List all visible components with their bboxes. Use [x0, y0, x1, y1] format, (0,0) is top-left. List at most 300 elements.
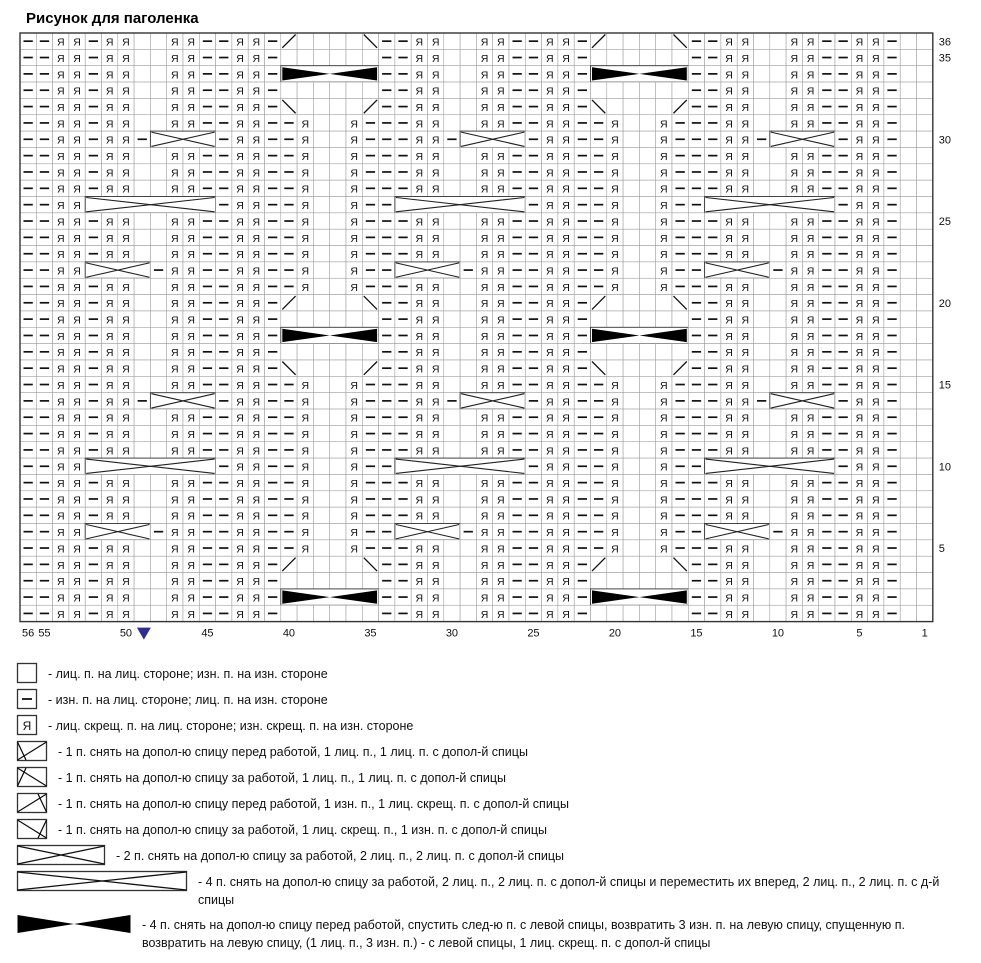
- svg-text:Я: Я: [171, 216, 179, 229]
- svg-text:Я: Я: [806, 69, 815, 82]
- svg-text:Я: Я: [871, 428, 880, 441]
- svg-text:Я: Я: [56, 510, 65, 523]
- svg-text:Я: Я: [562, 330, 570, 343]
- svg-text:Я: Я: [741, 216, 750, 229]
- svg-text:Я: Я: [236, 510, 244, 523]
- svg-text:Я: Я: [56, 445, 65, 458]
- svg-text:Я: Я: [545, 281, 554, 294]
- svg-text:Я: Я: [497, 85, 505, 98]
- svg-text:Я: Я: [871, 167, 880, 180]
- svg-text:Я: Я: [431, 428, 440, 441]
- svg-text:Я: Я: [415, 396, 424, 409]
- svg-text:Я: Я: [187, 118, 195, 131]
- svg-text:Я: Я: [871, 330, 880, 343]
- svg-text:Я: Я: [171, 592, 179, 605]
- svg-text:Я: Я: [56, 134, 65, 147]
- svg-text:Я: Я: [725, 183, 733, 196]
- svg-text:Я: Я: [122, 428, 130, 441]
- svg-text:Я: Я: [415, 592, 424, 605]
- svg-text:Я: Я: [725, 298, 733, 311]
- svg-text:Я: Я: [56, 52, 65, 65]
- row-label: 30: [938, 134, 952, 147]
- svg-text:Я: Я: [301, 478, 310, 490]
- svg-text:Я: Я: [855, 576, 864, 589]
- svg-text:Я: Я: [431, 576, 440, 589]
- svg-text:Я: Я: [741, 151, 750, 163]
- svg-text:Я: Я: [56, 232, 65, 245]
- svg-text:Я: Я: [73, 527, 81, 540]
- svg-text:Я: Я: [562, 249, 570, 262]
- svg-text:Я: Я: [725, 592, 733, 605]
- svg-text:Я: Я: [187, 265, 195, 278]
- svg-text:Я: Я: [415, 118, 424, 131]
- svg-text:Я: Я: [855, 151, 864, 163]
- svg-text:Я: Я: [545, 559, 554, 572]
- svg-text:Я: Я: [415, 52, 424, 65]
- svg-text:Я: Я: [236, 314, 244, 327]
- svg-text:Я: Я: [236, 265, 244, 278]
- svg-text:Я: Я: [790, 52, 799, 65]
- svg-text:Я: Я: [415, 183, 424, 196]
- svg-text:Я: Я: [415, 298, 424, 311]
- svg-text:Я: Я: [105, 101, 114, 114]
- svg-text:Я: Я: [545, 478, 554, 490]
- svg-text:Я: Я: [741, 281, 750, 294]
- svg-text:Я: Я: [301, 118, 310, 131]
- svg-text:Я: Я: [431, 347, 440, 360]
- svg-text:Я: Я: [497, 576, 505, 589]
- svg-text:Я: Я: [790, 85, 799, 98]
- svg-text:Я: Я: [105, 167, 114, 180]
- svg-text:Я: Я: [252, 347, 261, 360]
- svg-text:Я: Я: [480, 298, 489, 311]
- svg-text:Я: Я: [660, 200, 668, 213]
- svg-text:Я: Я: [122, 379, 130, 392]
- svg-text:Я: Я: [56, 216, 65, 229]
- svg-text:Я: Я: [806, 478, 815, 490]
- svg-text:Я: Я: [122, 576, 130, 589]
- svg-text:Я: Я: [562, 281, 570, 294]
- col-label: 35: [364, 627, 377, 640]
- svg-text:Я: Я: [562, 543, 570, 556]
- svg-text:Я: Я: [350, 134, 358, 147]
- svg-text:Я: Я: [790, 510, 799, 523]
- svg-text:Я: Я: [545, 298, 554, 311]
- svg-text:Я: Я: [806, 494, 815, 507]
- svg-text:Я: Я: [73, 363, 81, 376]
- svg-text:Я: Я: [187, 101, 195, 114]
- svg-text:Я: Я: [562, 52, 570, 65]
- svg-text:Я: Я: [431, 167, 440, 180]
- svg-text:Я: Я: [497, 265, 505, 278]
- svg-text:Я: Я: [562, 151, 570, 163]
- svg-text:Я: Я: [122, 232, 130, 245]
- svg-text:Я: Я: [415, 543, 424, 556]
- svg-text:Я: Я: [562, 559, 570, 572]
- col-label: 55: [38, 627, 51, 640]
- cable-1-1-front-icon: [16, 740, 48, 762]
- svg-text:Я: Я: [415, 330, 424, 343]
- svg-text:Я: Я: [171, 52, 179, 65]
- svg-text:Я: Я: [187, 167, 195, 180]
- svg-text:Я: Я: [725, 576, 733, 589]
- svg-text:Я: Я: [497, 608, 505, 621]
- svg-text:Я: Я: [611, 216, 619, 229]
- svg-text:Я: Я: [236, 101, 244, 114]
- svg-text:Я: Я: [611, 118, 619, 131]
- svg-text:Я: Я: [611, 265, 619, 278]
- svg-text:Я: Я: [236, 592, 244, 605]
- svg-text:Я: Я: [497, 494, 505, 507]
- svg-text:Я: Я: [660, 461, 668, 474]
- svg-text:Я: Я: [122, 101, 130, 114]
- svg-text:Я: Я: [22, 719, 32, 733]
- svg-text:Я: Я: [105, 232, 114, 245]
- svg-text:Я: Я: [725, 314, 733, 327]
- svg-text:Я: Я: [725, 347, 733, 360]
- col-label: 56: [22, 627, 35, 640]
- svg-text:Я: Я: [562, 347, 570, 360]
- svg-text:Я: Я: [73, 461, 81, 474]
- svg-text:Я: Я: [236, 559, 244, 572]
- svg-text:Я: Я: [725, 85, 733, 98]
- cable-1-1-back-icon: [16, 766, 48, 788]
- svg-text:Я: Я: [73, 232, 81, 245]
- svg-text:Я: Я: [105, 576, 114, 589]
- svg-text:Я: Я: [725, 494, 733, 507]
- svg-text:Я: Я: [855, 412, 864, 425]
- svg-text:Я: Я: [497, 559, 505, 572]
- svg-text:Я: Я: [480, 478, 489, 490]
- svg-text:Я: Я: [105, 281, 114, 294]
- svg-text:Я: Я: [252, 396, 261, 409]
- svg-text:Я: Я: [806, 379, 815, 392]
- svg-text:Я: Я: [56, 478, 65, 490]
- svg-text:Я: Я: [105, 298, 114, 311]
- svg-text:Я: Я: [431, 478, 440, 490]
- svg-text:Я: Я: [171, 151, 179, 163]
- svg-text:Я: Я: [415, 412, 424, 425]
- svg-text:Я: Я: [350, 543, 358, 556]
- col-label: 40: [282, 627, 296, 640]
- svg-text:Я: Я: [480, 576, 489, 589]
- svg-text:Я: Я: [725, 216, 733, 229]
- svg-text:Я: Я: [236, 69, 244, 82]
- svg-text:Я: Я: [871, 510, 880, 523]
- legend-item-cable-1-1-back: [16, 766, 966, 788]
- svg-text:Я: Я: [187, 330, 195, 343]
- svg-text:Я: Я: [855, 510, 864, 523]
- col-label: 25: [527, 627, 540, 640]
- svg-text:Я: Я: [806, 347, 815, 360]
- svg-text:Я: Я: [122, 134, 130, 147]
- svg-text:Я: Я: [497, 151, 505, 163]
- svg-text:Я: Я: [252, 412, 261, 425]
- svg-text:Я: Я: [350, 428, 358, 441]
- svg-text:Я: Я: [252, 52, 261, 65]
- svg-text:Я: Я: [171, 576, 179, 589]
- svg-text:Я: Я: [122, 118, 130, 131]
- svg-text:Я: Я: [480, 494, 489, 507]
- svg-text:Я: Я: [105, 118, 114, 131]
- svg-text:Я: Я: [350, 118, 358, 131]
- svg-text:Я: Я: [56, 151, 65, 163]
- svg-text:Я: Я: [187, 478, 195, 490]
- svg-text:Я: Я: [611, 396, 619, 409]
- svg-text:Я: Я: [871, 216, 880, 229]
- svg-text:Я: Я: [497, 249, 505, 262]
- svg-text:Я: Я: [252, 363, 261, 376]
- svg-text:Я: Я: [73, 36, 81, 49]
- svg-text:Я: Я: [790, 412, 799, 425]
- svg-text:Я: Я: [415, 167, 424, 180]
- svg-text:Я: Я: [73, 265, 81, 278]
- svg-text:Я: Я: [725, 52, 733, 65]
- legend-text: - изн. п. на лиц. стороне; лиц. п. на изн. стороне: [48, 693, 328, 707]
- svg-text:Я: Я: [122, 69, 130, 82]
- svg-text:Я: Я: [431, 314, 440, 327]
- svg-text:Я: Я: [545, 183, 554, 196]
- svg-text:Я: Я: [252, 576, 261, 589]
- svg-text:Я: Я: [545, 314, 554, 327]
- svg-text:Я: Я: [497, 314, 505, 327]
- svg-text:Я: Я: [611, 183, 619, 196]
- svg-text:Я: Я: [611, 249, 619, 262]
- svg-text:Я: Я: [480, 265, 489, 278]
- svg-text:Я: Я: [56, 347, 65, 360]
- svg-text:Я: Я: [431, 281, 440, 294]
- pattern-start-marker: [137, 628, 151, 640]
- svg-text:Я: Я: [122, 52, 130, 65]
- svg-text:Я: Я: [497, 281, 505, 294]
- svg-text:Я: Я: [252, 298, 261, 311]
- svg-text:Я: Я: [611, 151, 619, 163]
- svg-text:Я: Я: [660, 445, 668, 458]
- svg-text:Я: Я: [855, 183, 864, 196]
- svg-text:Я: Я: [806, 101, 815, 114]
- svg-text:Я: Я: [871, 36, 880, 49]
- svg-text:Я: Я: [56, 412, 65, 425]
- svg-text:Я: Я: [236, 85, 244, 98]
- svg-text:Я: Я: [415, 314, 424, 327]
- svg-text:Я: Я: [855, 200, 864, 213]
- svg-text:Я: Я: [236, 347, 244, 360]
- svg-text:Я: Я: [252, 183, 261, 196]
- svg-text:Я: Я: [301, 249, 310, 262]
- svg-text:Я: Я: [73, 478, 81, 490]
- svg-text:Я: Я: [562, 200, 570, 213]
- svg-text:Я: Я: [105, 379, 114, 392]
- svg-text:Я: Я: [806, 249, 815, 262]
- svg-text:Я: Я: [545, 445, 554, 458]
- svg-text:Я: Я: [545, 510, 554, 523]
- svg-text:Я: Я: [236, 543, 244, 556]
- svg-text:Я: Я: [790, 379, 799, 392]
- row-label: 25: [938, 216, 952, 229]
- svg-text:Я: Я: [187, 527, 195, 540]
- svg-text:Я: Я: [415, 347, 424, 360]
- svg-text:Я: Я: [56, 379, 65, 392]
- svg-text:Я: Я: [415, 510, 424, 523]
- svg-text:Я: Я: [301, 494, 310, 507]
- svg-text:Я: Я: [480, 592, 489, 605]
- svg-text:Я: Я: [122, 608, 130, 621]
- svg-text:Я: Я: [855, 330, 864, 343]
- svg-text:Я: Я: [122, 151, 130, 163]
- svg-text:Я: Я: [122, 183, 130, 196]
- svg-text:Я: Я: [73, 576, 81, 589]
- svg-text:Я: Я: [73, 428, 81, 441]
- chart-area: [18, 31, 981, 652]
- cable-2-2-back-icon: [16, 844, 106, 866]
- svg-text:Я: Я: [73, 216, 81, 229]
- svg-text:Я: Я: [105, 445, 114, 458]
- svg-text:Я: Я: [105, 396, 114, 409]
- svg-text:Я: Я: [790, 592, 799, 605]
- svg-text:Я: Я: [252, 461, 261, 474]
- svg-text:Я: Я: [122, 559, 130, 572]
- svg-text:Я: Я: [187, 559, 195, 572]
- svg-text:Я: Я: [871, 478, 880, 490]
- svg-text:Я: Я: [660, 428, 668, 441]
- svg-text:Я: Я: [252, 265, 261, 278]
- svg-text:Я: Я: [611, 200, 619, 213]
- svg-text:Я: Я: [56, 200, 65, 213]
- svg-text:Я: Я: [741, 85, 750, 98]
- svg-text:Я: Я: [497, 330, 505, 343]
- svg-text:Я: Я: [790, 118, 799, 131]
- svg-text:Я: Я: [871, 249, 880, 262]
- svg-text:Я: Я: [790, 445, 799, 458]
- svg-text:Я: Я: [725, 330, 733, 343]
- svg-text:Я: Я: [725, 118, 733, 131]
- svg-text:Я: Я: [431, 232, 440, 245]
- svg-text:Я: Я: [301, 134, 310, 147]
- legend-text: - 4 п. снять на допол-ю спицу за работой, 2 лиц. п., 2 лиц. п. с допол-й спицы и переместить их вперед, 2 лиц. п., 2 лиц. п. с д-й спицы: [198, 875, 940, 908]
- svg-text:Я: Я: [790, 527, 799, 540]
- svg-text:Я: Я: [122, 543, 130, 556]
- svg-text:Я: Я: [611, 445, 619, 458]
- svg-text:Я: Я: [73, 412, 81, 425]
- svg-text:Я: Я: [480, 510, 489, 523]
- svg-text:Я: Я: [236, 379, 244, 392]
- svg-text:Я: Я: [660, 396, 668, 409]
- svg-text:Я: Я: [122, 314, 130, 327]
- svg-text:Я: Я: [301, 151, 310, 163]
- svg-text:Я: Я: [252, 592, 261, 605]
- svg-text:Я: Я: [105, 559, 114, 572]
- svg-text:Я: Я: [56, 396, 65, 409]
- svg-text:Я: Я: [56, 265, 65, 278]
- page-title: Рисунок для паголенка: [26, 10, 199, 27]
- svg-text:Я: Я: [431, 510, 440, 523]
- svg-text:Я: Я: [545, 85, 554, 98]
- svg-text:Я: Я: [56, 428, 65, 441]
- svg-text:Я: Я: [480, 249, 489, 262]
- svg-text:Я: Я: [611, 134, 619, 147]
- svg-text:Я: Я: [301, 527, 310, 540]
- svg-text:Я: Я: [187, 576, 195, 589]
- svg-text:Я: Я: [741, 592, 750, 605]
- svg-text:Я: Я: [252, 118, 261, 131]
- svg-text:Я: Я: [56, 576, 65, 589]
- svg-text:Я: Я: [871, 412, 880, 425]
- svg-text:Я: Я: [56, 118, 65, 131]
- svg-text:Я: Я: [660, 265, 668, 278]
- svg-text:Я: Я: [171, 445, 179, 458]
- svg-text:Я: Я: [741, 608, 750, 621]
- svg-text:Я: Я: [252, 216, 261, 229]
- svg-text:Я: Я: [806, 281, 815, 294]
- svg-text:Я: Я: [301, 396, 310, 409]
- svg-text:Я: Я: [660, 478, 668, 490]
- svg-text:Я: Я: [806, 85, 815, 98]
- svg-text:Я: Я: [301, 461, 310, 474]
- svg-text:Я: Я: [855, 216, 864, 229]
- svg-text:Я: Я: [480, 543, 489, 556]
- svg-text:Я: Я: [171, 363, 179, 376]
- svg-text:Я: Я: [611, 281, 619, 294]
- svg-text:Я: Я: [790, 69, 799, 82]
- svg-text:Я: Я: [855, 85, 864, 98]
- svg-text:Я: Я: [171, 494, 179, 507]
- svg-text:Я: Я: [415, 69, 424, 82]
- svg-text:Я: Я: [660, 379, 668, 392]
- svg-text:Я: Я: [545, 592, 554, 605]
- svg-text:Я: Я: [480, 85, 489, 98]
- row-label: 15: [938, 379, 952, 392]
- row-label: 10: [938, 461, 952, 474]
- svg-text:Я: Я: [187, 281, 195, 294]
- svg-text:Я: Я: [431, 543, 440, 556]
- svg-text:Я: Я: [545, 232, 554, 245]
- svg-text:Я: Я: [187, 428, 195, 441]
- svg-text:Я: Я: [806, 52, 815, 65]
- svg-text:Я: Я: [171, 608, 179, 621]
- legend-text: - 1 п. снять на допол-ю спицу перед работой, 1 изн. п., 1 лиц. скрещ. п. с допол-й спицы: [58, 797, 569, 811]
- svg-text:Я: Я: [431, 69, 440, 82]
- svg-text:Я: Я: [105, 314, 114, 327]
- svg-text:Я: Я: [545, 608, 554, 621]
- svg-text:Я: Я: [545, 527, 554, 540]
- svg-text:Я: Я: [806, 445, 815, 458]
- svg-text:Я: Я: [545, 134, 554, 147]
- svg-text:Я: Я: [56, 363, 65, 376]
- legend: [16, 662, 981, 953]
- svg-text:Я: Я: [497, 183, 505, 196]
- svg-text:Я: Я: [480, 101, 489, 114]
- svg-text:Я: Я: [855, 298, 864, 311]
- svg-text:Я: Я: [725, 232, 733, 245]
- svg-text:Я: Я: [545, 576, 554, 589]
- svg-text:Я: Я: [105, 216, 114, 229]
- svg-text:Я: Я: [660, 494, 668, 507]
- svg-text:Я: Я: [171, 559, 179, 572]
- svg-text:Я: Я: [187, 445, 195, 458]
- svg-text:Я: Я: [545, 118, 554, 131]
- svg-text:Я: Я: [301, 232, 310, 245]
- svg-text:Я: Я: [350, 412, 358, 425]
- svg-text:Я: Я: [431, 216, 440, 229]
- svg-text:Я: Я: [741, 298, 750, 311]
- svg-text:Я: Я: [122, 281, 130, 294]
- svg-text:Я: Я: [301, 281, 310, 294]
- row-label: 36: [938, 36, 952, 49]
- svg-text:Я: Я: [431, 363, 440, 376]
- svg-text:Я: Я: [415, 576, 424, 589]
- svg-text:Я: Я: [562, 412, 570, 425]
- svg-text:Я: Я: [73, 52, 81, 65]
